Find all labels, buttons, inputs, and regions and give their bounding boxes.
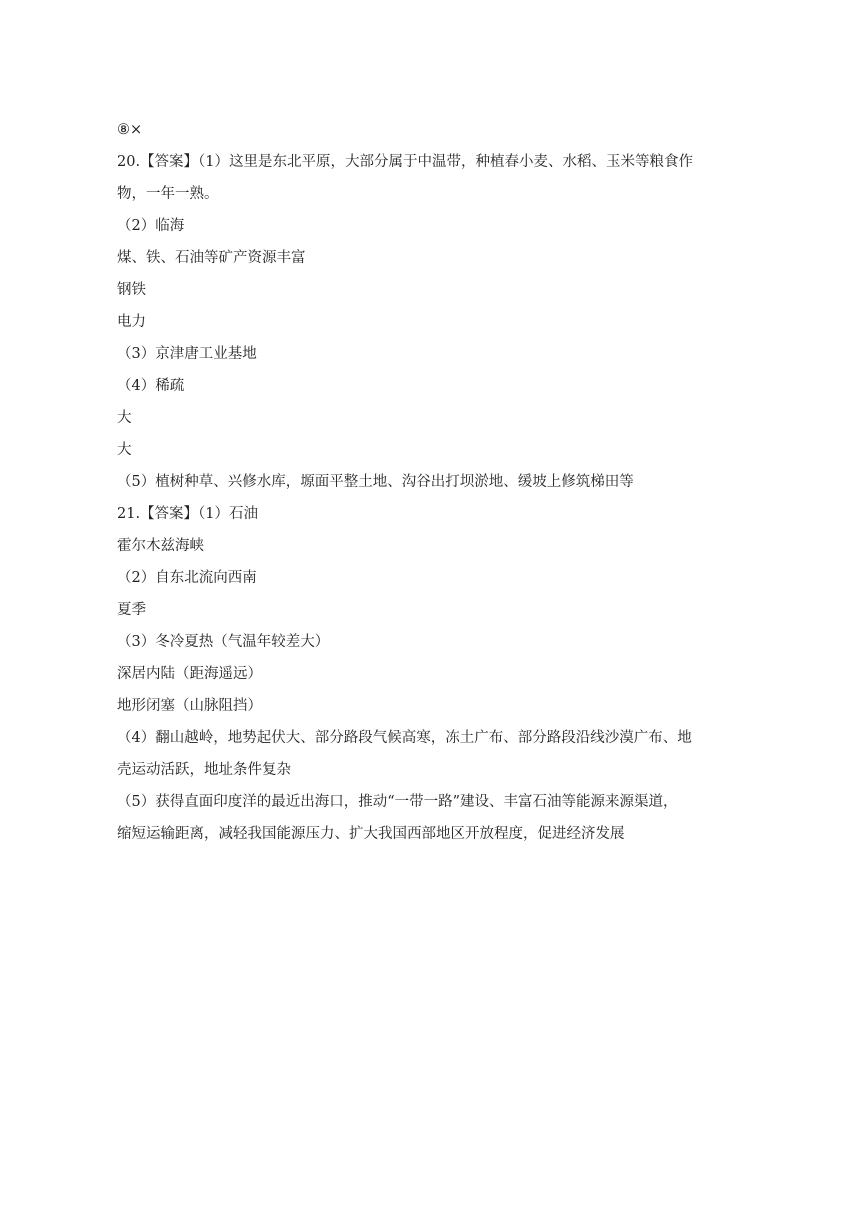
answer-line-q21-part3: （3）冬冷夏热（气温年较差大）	[117, 634, 330, 650]
answer-line-q21-part2: （2）自东北流向西南	[117, 570, 257, 586]
answer-line-q21-part4: （4）翻山越岭，地势起伏大、部分路段气候高寒，冻土广布、部分路段沿线沙漠广布、地	[117, 730, 692, 746]
answer-line-q21-part3-c: 地形闭塞（山脉阻挡）	[117, 698, 262, 714]
answer-line-q20-part1: 20.【答案】（1）这里是东北平原，大部分属于中温带，种植春小麦、水稻、玉米等粮食作	[117, 154, 694, 170]
answer-line-q21-part3-b: 深居内陆（距海遥远）	[117, 666, 262, 682]
answer-line-q20-part2: （2）临海	[117, 218, 185, 234]
answer-line-q21-part4-cont: 壳运动活跃，地址条件复杂	[117, 762, 291, 778]
answer-line-q20-part2-c: 钢铁	[117, 282, 146, 298]
answer-line-q21-part5: （5）获得直面印度洋的最近出海口，推动“一带一路”建设、丰富石油等能源来源渠道，	[117, 794, 678, 810]
answer-line-q21-part5-cont: 缩短运输距离，减轻我国能源压力、扩大我国西部地区开放程度，促进经济发展	[117, 826, 625, 842]
answer-line-q21-part2-b: 夏季	[117, 602, 146, 618]
answer-line-q19-item8: ⑧×	[117, 122, 143, 138]
answer-text-block	[117, 114, 747, 850]
answer-line-q20-part4-c: 大	[117, 442, 132, 458]
answer-line-q20-part2-d: 电力	[117, 314, 146, 330]
answer-line-q20-part4: （4）稀疏	[117, 378, 185, 394]
answer-line-q21-part1-b: 霍尔木兹海峡	[117, 538, 204, 554]
answer-line-q20-part1-cont: 物，一年一熟。	[117, 186, 219, 202]
answer-line-q20-part5: （5）植树种草、兴修水库，塬面平整土地、沟谷出打坝淤地、缓坡上修筑梯田等	[117, 474, 634, 490]
answer-line-q21-part1: 21.【答案】（1）石油	[117, 506, 259, 522]
answer-line-q20-part4-b: 大	[117, 410, 132, 426]
answer-line-q20-part2-b: 煤、铁、石油等矿产资源丰富	[117, 250, 306, 266]
answer-line-q20-part3: （3）京津唐工业基地	[117, 346, 257, 362]
